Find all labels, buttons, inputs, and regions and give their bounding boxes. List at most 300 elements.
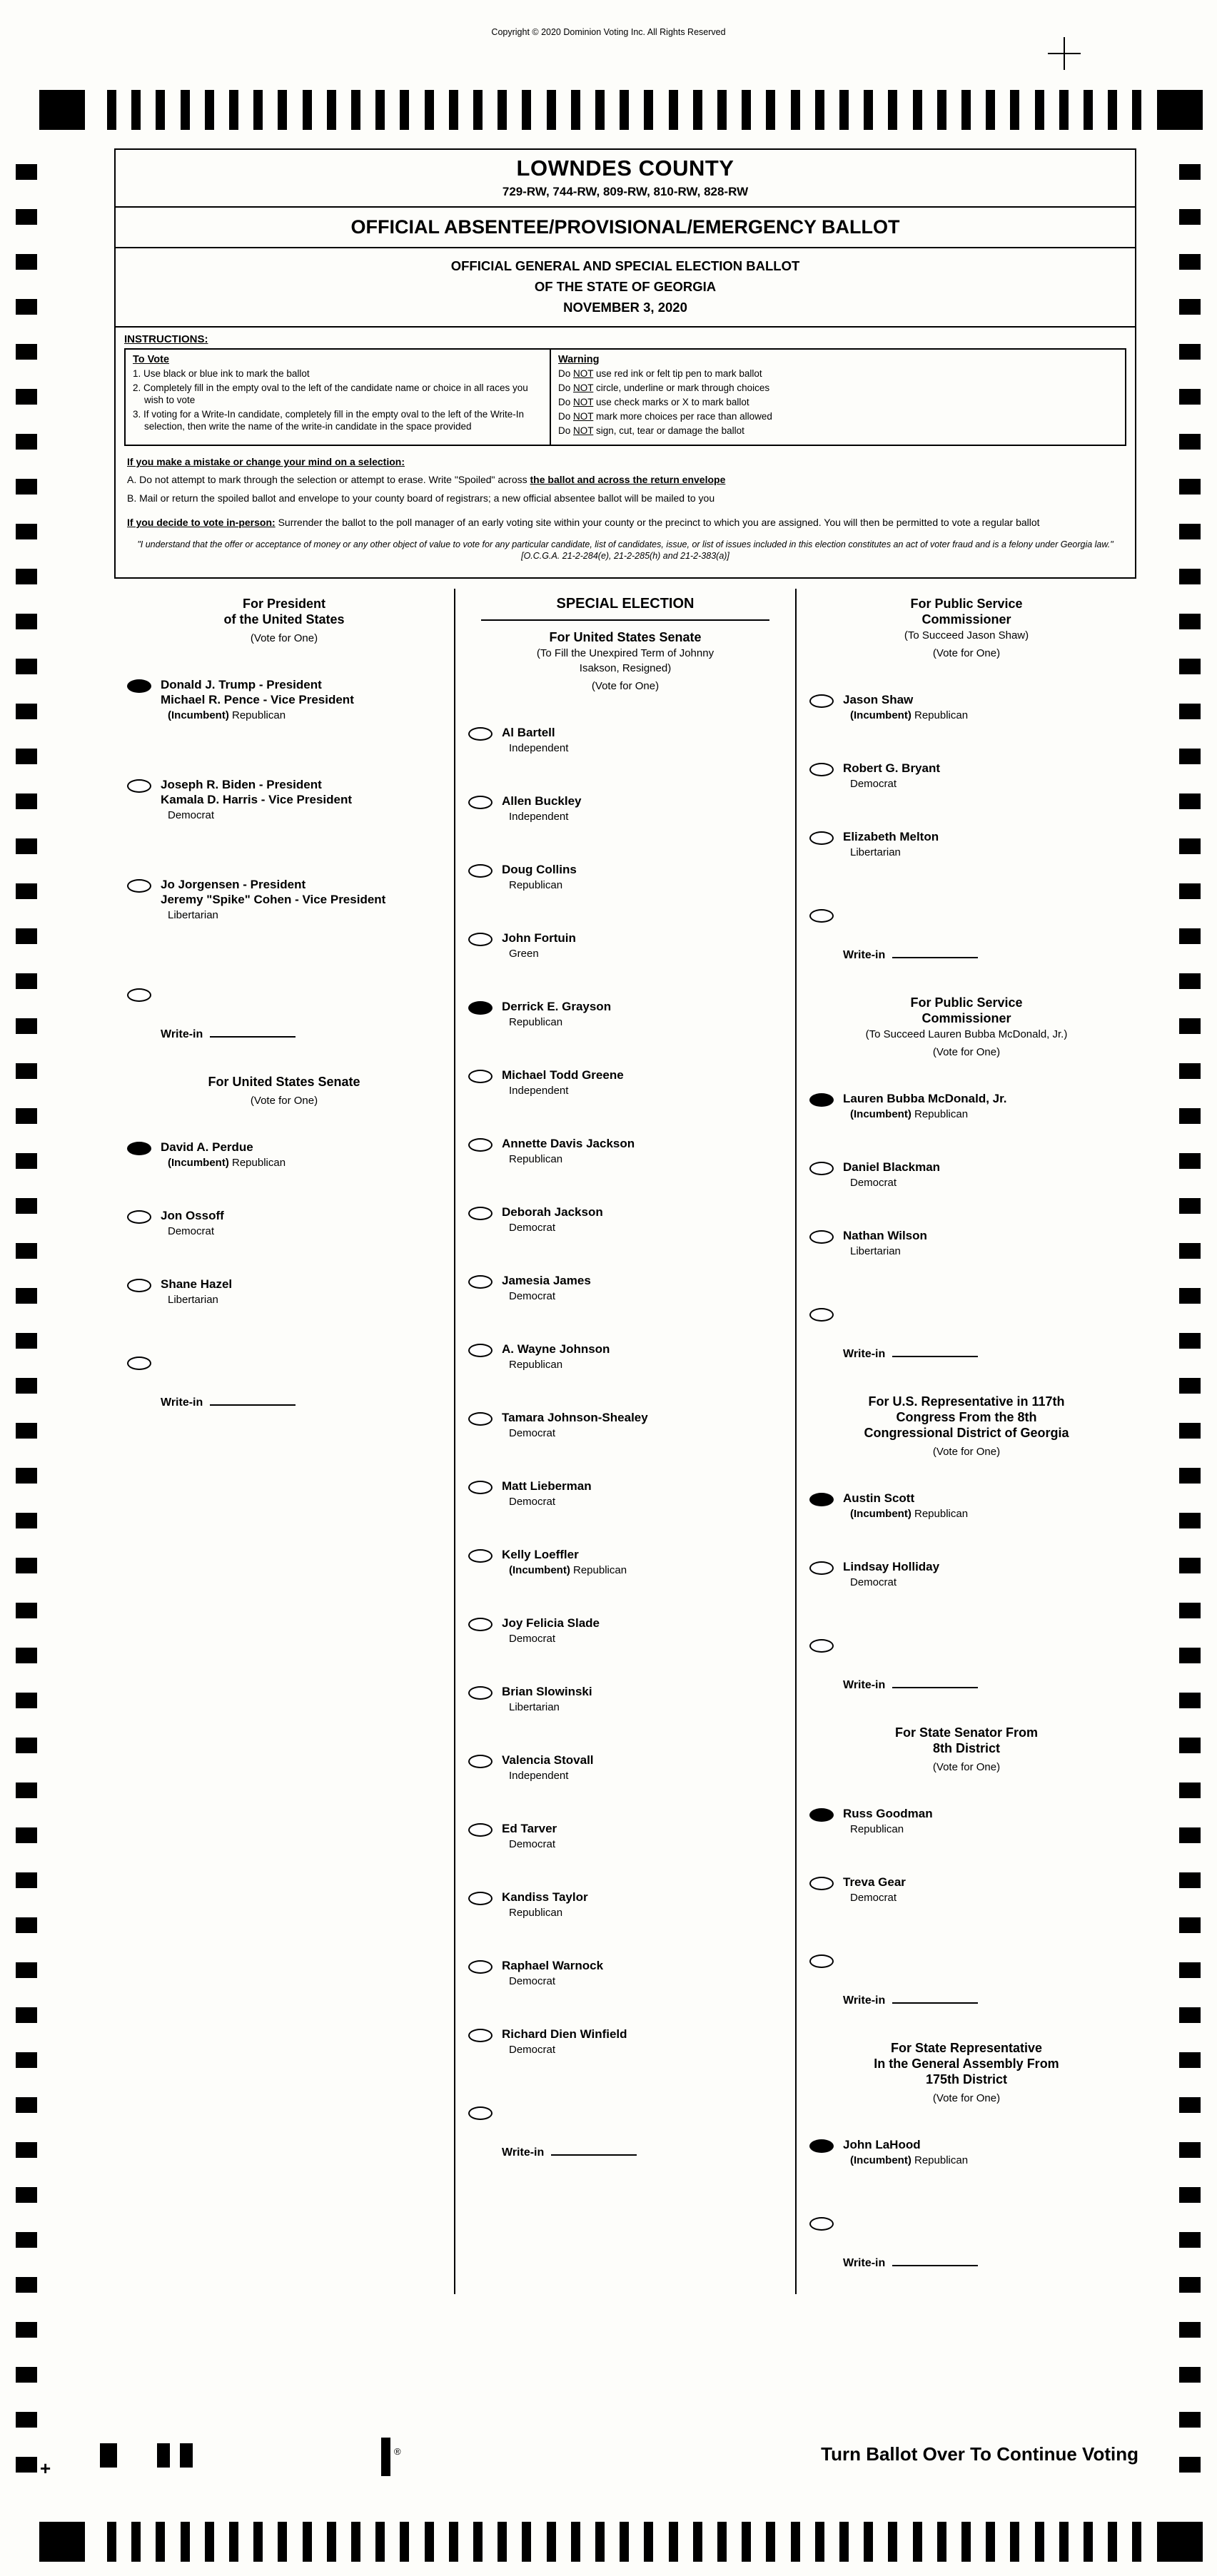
candidate-party: Democrat (850, 1892, 897, 1904)
candidate-text (161, 877, 385, 922)
candidate-oval[interactable] (468, 1344, 493, 1357)
race (120, 1074, 448, 1409)
candidate-name: Daniel Blackman (843, 1160, 941, 1174)
write-in-line[interactable] (892, 2255, 978, 2266)
candidate-row (461, 1205, 789, 1273)
timing-mark (100, 2443, 117, 2468)
candidate-row (461, 2027, 789, 2095)
timing-mark (742, 90, 751, 130)
timing-mark (16, 1468, 37, 1484)
candidate-oval[interactable] (127, 1279, 151, 1292)
timing-mark (1179, 614, 1201, 629)
timing-mark (1108, 90, 1117, 130)
timing-mark (375, 90, 385, 130)
candidate-name: Robert G. Bryant (843, 761, 941, 775)
timing-mark (1179, 1917, 1201, 1933)
timing-mark (16, 254, 37, 270)
timing-mark (1179, 2412, 1201, 2428)
candidate-party: Libertarian (168, 909, 218, 921)
write-in-oval-row (127, 988, 448, 1002)
write-in-line[interactable] (551, 2144, 637, 2156)
plus-print-mark: + (40, 2458, 51, 2479)
timing-mark (16, 1693, 37, 1708)
timing-mark (669, 2522, 678, 2562)
timing-mark (595, 2522, 605, 2562)
to-vote-item: 2. Completely fill in the empty oval to the left of the candidate name or choice in all races you wish to vote (133, 382, 528, 405)
write-in-line[interactable] (892, 947, 978, 958)
race-title: For United States Senate (549, 630, 702, 644)
timing-mark (327, 2522, 336, 2562)
candidate-oval[interactable] (468, 1549, 493, 1563)
candidate-oval[interactable] (127, 1210, 151, 1224)
candidate-row (461, 1273, 789, 1342)
timing-mark (1179, 524, 1201, 539)
timing-mark (1179, 1513, 1201, 1528)
write-in-oval[interactable] (809, 2217, 834, 2231)
timing-mark (815, 90, 824, 130)
race-subtitle: (To Succeed Jason Shaw) (904, 629, 1029, 642)
candidate-name: Treva Gear (843, 1875, 906, 1889)
candidate-text (843, 692, 968, 722)
candidate-text (502, 1616, 600, 1646)
candidate-oval[interactable] (468, 1686, 493, 1700)
candidate-oval[interactable] (468, 864, 493, 878)
timing-mark (1179, 1648, 1201, 1663)
candidate-oval[interactable] (809, 1561, 834, 1575)
race-title: For President (242, 597, 326, 611)
timing-mark (16, 1917, 37, 1933)
race-title: For Public Service (910, 995, 1023, 1010)
candidate-oval[interactable] (468, 2029, 493, 2042)
candidate-row (461, 1684, 789, 1753)
candidate-text (843, 1559, 939, 1589)
candidate-name: Kandiss Taylor (502, 1890, 588, 1904)
candidate-name: Tamara Johnson-Shealey (502, 1411, 648, 1424)
timing-mark (888, 90, 897, 130)
race-title: For State Senator From (894, 1725, 1039, 1740)
timing-mark (375, 2522, 385, 2562)
write-in-line[interactable] (892, 1346, 978, 1357)
ballot-column (795, 589, 1136, 2294)
candidate-oval[interactable] (468, 1755, 493, 1768)
timing-mark (327, 90, 336, 130)
candidate-oval[interactable] (127, 779, 151, 793)
ballot-header-box (114, 148, 1136, 579)
candidate-party: Libertarian (850, 1245, 901, 1257)
timing-mark (16, 209, 37, 225)
candidate-name: Austin Scott (843, 1491, 915, 1505)
timing-mark (16, 1288, 37, 1304)
write-in-label-row (809, 2255, 1131, 2270)
timing-mark (16, 614, 37, 629)
timing-mark (1179, 1693, 1201, 1708)
candidate-name: Donald J. Trump - President (161, 678, 322, 691)
mistake-list (127, 473, 1123, 504)
candidate-name: John Fortuin (502, 931, 576, 945)
candidate-oval-filled[interactable] (809, 1808, 834, 1822)
candidate-text (502, 1342, 610, 1371)
timing-mark (16, 2277, 37, 2293)
candidate-text (502, 862, 577, 892)
timing-mark (425, 90, 434, 130)
candidate-name: Annette Davis Jackson (502, 1137, 635, 1150)
candidate-name: Jason Shaw (843, 693, 914, 706)
timing-mark (1179, 209, 1201, 225)
election-line-1: OFFICIAL GENERAL AND SPECIAL ELECTION BALLOT (450, 258, 800, 273)
candidate-party: Democrat (509, 1975, 556, 1987)
write-in-oval-row (809, 1639, 1131, 1653)
race (802, 995, 1131, 1361)
candidate-text (502, 793, 582, 823)
candidate-name: Raphael Warnock (502, 1959, 604, 1972)
timing-mark (1179, 1558, 1201, 1573)
candidate-oval[interactable] (127, 879, 151, 893)
race-subtitle: (To Succeed Lauren Bubba McDonald, Jr.) (865, 1028, 1068, 1040)
timing-mark (107, 90, 116, 130)
ballot-column (454, 589, 795, 2294)
timing-mark (16, 1872, 37, 1888)
candidate-party: Independent (509, 811, 569, 823)
timing-mark (1179, 1962, 1201, 1978)
timing-mark (1059, 90, 1069, 130)
timing-mark (717, 2522, 727, 2562)
candidate-row (802, 1875, 1131, 1943)
candidate-party: Democrat (168, 1225, 215, 1237)
candidate-oval[interactable] (468, 1481, 493, 1494)
timing-mark (229, 90, 238, 130)
write-in-line[interactable] (210, 1026, 296, 1038)
candidate-name: Brian Slowinski (502, 1685, 592, 1698)
write-in-oval[interactable] (809, 1308, 834, 1322)
timing-mark (157, 2443, 170, 2468)
timing-mark (1179, 1018, 1201, 1034)
candidate-oval[interactable] (809, 1230, 834, 1244)
candidate-text (843, 1091, 1007, 1121)
election-line-2: OF THE STATE OF GEORGIA (534, 279, 717, 294)
registered-trademark-symbol: ® (394, 2446, 401, 2457)
timing-mark (16, 1018, 37, 1034)
write-in-label-row (127, 1026, 448, 1041)
write-in-option (802, 909, 1131, 962)
warning-cell (551, 350, 1125, 445)
write-in-label-row (809, 1346, 1131, 1361)
candidate-text (502, 1684, 592, 1714)
timing-mark (864, 90, 873, 130)
timing-mark (1179, 928, 1201, 944)
candidate-party: Libertarian (850, 846, 901, 858)
candidate-name: Matt Lieberman (502, 1479, 592, 1493)
to-vote-cell (126, 350, 551, 445)
timing-mark (644, 90, 653, 130)
timing-mark (1179, 434, 1201, 450)
write-in-label-row (809, 947, 1131, 962)
timing-mark (1179, 1198, 1201, 1214)
candidate-party: Democrat (509, 2044, 556, 2056)
candidate-text (161, 1140, 286, 1170)
mistake-title: If you make a mistake or change your mind on a selection: (127, 456, 405, 467)
timing-mark (1179, 1603, 1201, 1618)
candidate-oval[interactable] (809, 763, 834, 776)
candidate-oval[interactable] (468, 1207, 493, 1220)
candidate-text (502, 1890, 588, 1920)
timing-mark (766, 90, 775, 130)
candidate-oval-filled[interactable] (809, 1493, 834, 1506)
race-title: Congressional District of Georgia (864, 1426, 1069, 1440)
timing-mark (473, 2522, 483, 2562)
timing-mark (205, 2522, 214, 2562)
candidate-name: Michael R. Pence - Vice President (161, 693, 354, 706)
candidate-oval[interactable] (809, 694, 834, 708)
candidate-name: Kelly Loeffler (502, 1548, 579, 1561)
write-in-oval[interactable] (127, 1357, 151, 1370)
timing-mark (1035, 90, 1044, 130)
warning-title: Warning (558, 354, 600, 365)
race-header (802, 1394, 1131, 1458)
candidate-oval-filled[interactable] (809, 2139, 834, 2153)
candidate-oval[interactable] (809, 1877, 834, 1890)
vote-for-label: (Vote for One) (932, 1046, 1001, 1058)
to-vote-item: 3. If voting for a Write-In candidate, completely fill in the empty oval to the left of the Write-In selection, then write the name of the write-in candidate in the space provided (133, 408, 525, 432)
candidate-party: Libertarian (509, 1701, 560, 1713)
candidate-oval[interactable] (809, 831, 834, 845)
vote-for-label: (Vote for One) (932, 1446, 1001, 1458)
candidate-text (502, 1821, 557, 1851)
timing-mark (181, 2522, 190, 2562)
timing-mark (16, 2322, 37, 2338)
candidate-party: Democrat (509, 1427, 556, 1439)
race-header (802, 1725, 1131, 1773)
candidate-oval[interactable] (468, 1070, 493, 1083)
candidate-name: Kamala D. Harris - Vice President (161, 793, 353, 806)
candidate-party: Democrat (850, 778, 897, 790)
candidate-party: (Incumbent) Republican (168, 709, 286, 721)
election-date: NOVEMBER 3, 2020 (563, 300, 687, 315)
write-in-label-row (468, 2144, 789, 2159)
candidate-oval-filled[interactable] (809, 1093, 834, 1107)
turn-over-note: Turn Ballot Over To Continue Voting (821, 2443, 1138, 2465)
candidate-oval[interactable] (468, 1138, 493, 1152)
candidate-oval[interactable] (468, 796, 493, 809)
timing-mark (16, 973, 37, 989)
timing-mark (498, 90, 507, 130)
timing-mark (522, 2522, 531, 2562)
timing-mark (16, 883, 37, 899)
candidate-oval[interactable] (468, 933, 493, 946)
timing-mark (1179, 1738, 1201, 1753)
race-title: Congress From the 8th (896, 1410, 1037, 1424)
candidate-party: (Incumbent) Republican (850, 1508, 969, 1520)
candidate-oval[interactable] (468, 1960, 493, 1974)
write-in-label: Write-in (843, 1679, 886, 1691)
timing-mark (156, 2522, 165, 2562)
candidate-row (461, 1890, 789, 1958)
warning-item: Do NOT sign, cut, tear or damage the ballot (558, 425, 744, 436)
vote-for-label: (Vote for One) (932, 647, 1001, 659)
write-in-label-row (809, 1992, 1131, 2007)
write-in-oval[interactable] (809, 1954, 834, 1968)
write-in-option (802, 1639, 1131, 1692)
candidate-name: Jeremy "Spike" Cohen - Vice President (161, 893, 386, 906)
to-vote-warning-box (124, 348, 1126, 446)
timing-mark (913, 2522, 922, 2562)
candidate-row (802, 1160, 1131, 1228)
special-election-banner: SPECIAL ELECTION (556, 596, 695, 612)
banner-rule (481, 619, 770, 621)
candidate-party: Democrat (850, 1576, 897, 1588)
write-in-option (120, 1357, 448, 1409)
timing-mark (986, 90, 995, 130)
race (461, 596, 789, 2159)
in-person-paragraph (127, 516, 1123, 529)
write-in-oval-row (809, 909, 1131, 923)
timing-mark (400, 2522, 409, 2562)
candidate-text (502, 1410, 648, 1440)
instructions-section (116, 328, 1135, 577)
ballot-columns (114, 589, 1136, 2294)
timing-mark (16, 1513, 37, 1528)
candidate-row (461, 1342, 789, 1410)
timing-mark (839, 90, 849, 130)
candidate-party: (Incumbent) Republican (850, 1108, 969, 1120)
instructions-label: INSTRUCTIONS: (124, 333, 208, 345)
timing-mark (1035, 2522, 1044, 2562)
race-title: For State Representative (890, 2041, 1043, 2055)
candidate-row (120, 1208, 448, 1277)
candidate-text (843, 1228, 927, 1258)
candidate-text (843, 761, 940, 791)
write-in-label: Write-in (843, 949, 886, 961)
timing-mark (16, 1198, 37, 1214)
write-in-label: Write-in (843, 1348, 886, 1360)
timing-mark (16, 1063, 37, 1079)
candidate-oval[interactable] (468, 1892, 493, 1905)
timing-mark (16, 749, 37, 764)
timing-mark (644, 2522, 653, 2562)
write-in-oval[interactable] (809, 909, 834, 923)
write-in-oval-row (809, 1954, 1131, 1968)
timing-mark (16, 344, 37, 360)
race-title: For United States Senate (208, 1075, 360, 1089)
ballot-column (114, 589, 454, 2294)
timing-mark (16, 479, 37, 495)
candidate-name: Deborah Jackson (502, 1205, 603, 1219)
timing-mark (937, 90, 946, 130)
candidate-row (802, 1091, 1131, 1160)
timing-mark (449, 90, 458, 130)
race-subtitle: (To Fill the Unexpired Term of Johnny (536, 647, 714, 659)
candidate-oval-filled[interactable] (127, 1142, 151, 1155)
copyright-line: Copyright © 2020 Dominion Voting Inc. All Rights Reserved (491, 27, 726, 37)
timing-mark (16, 2007, 37, 2023)
write-in-oval[interactable] (468, 2106, 493, 2120)
write-in-line[interactable] (892, 1992, 978, 2004)
timing-mark (1179, 704, 1201, 719)
to-vote-item: 1. Use black or blue ink to mark the ballot (133, 368, 310, 379)
candidate-name: Richard Dien Winfield (502, 2027, 627, 2041)
write-in-oval[interactable] (127, 988, 151, 1002)
timing-mark (16, 1333, 37, 1349)
candidate-party: Democrat (509, 1838, 556, 1850)
candidate-oval[interactable] (468, 727, 493, 741)
timing-mark (449, 2522, 458, 2562)
timing-mark (1179, 1063, 1201, 1079)
write-in-label-row (127, 1394, 448, 1409)
candidate-name: Joseph R. Biden - President (161, 778, 322, 791)
race-title: Commissioner (921, 1011, 1011, 1025)
candidate-party: Libertarian (168, 1294, 218, 1306)
candidate-oval-filled[interactable] (127, 679, 151, 693)
timing-mark (253, 90, 263, 130)
candidate-oval[interactable] (468, 1618, 493, 1631)
timing-mark (381, 2438, 390, 2476)
timing-mark (16, 2187, 37, 2203)
timing-mark (16, 928, 37, 944)
candidate-text (502, 1479, 592, 1508)
write-in-oval-row (127, 1357, 448, 1370)
timing-mark (16, 1243, 37, 1259)
timing-mark (39, 90, 85, 130)
timing-mark (1179, 2277, 1201, 2293)
candidate-row (461, 1821, 789, 1890)
write-in-oval-row (468, 2106, 789, 2120)
timing-mark (1084, 2522, 1093, 2562)
timing-mark (16, 659, 37, 674)
candidate-oval[interactable] (468, 1412, 493, 1426)
candidate-text (502, 1205, 603, 1234)
write-in-label-row (809, 1677, 1131, 1692)
candidate-text (843, 1875, 906, 1905)
race-title: For Public Service (910, 597, 1023, 611)
candidate-oval[interactable] (809, 1162, 834, 1175)
timing-mark (961, 90, 971, 130)
race-subtitle: Isakson, Resigned) (579, 662, 672, 674)
timing-mark (1179, 344, 1201, 360)
timing-mark (156, 90, 165, 130)
candidate-oval-filled[interactable] (468, 1001, 493, 1015)
candidate-party: Democrat (509, 1222, 556, 1234)
candidate-name: Lauren Bubba McDonald, Jr. (843, 1092, 1007, 1105)
timing-mark (1179, 1108, 1201, 1124)
timing-marks-left (16, 164, 37, 2483)
write-in-line[interactable] (210, 1394, 296, 1406)
candidate-oval[interactable] (468, 1823, 493, 1837)
timing-mark (1179, 2187, 1201, 2203)
timing-mark (1179, 1288, 1201, 1304)
candidate-text (502, 1753, 594, 1783)
candidate-row (802, 692, 1131, 761)
timing-mark (571, 2522, 580, 2562)
race-header (120, 1074, 448, 1107)
candidate-oval[interactable] (468, 1275, 493, 1289)
candidate-row (802, 1559, 1131, 1628)
write-in-oval[interactable] (809, 1639, 834, 1653)
timing-mark (131, 2522, 141, 2562)
ballot-content (114, 148, 1136, 2294)
candidate-party: (Incumbent) Republican (850, 2154, 969, 2166)
candidate-text (502, 1547, 627, 1577)
timing-mark (16, 434, 37, 450)
candidate-party: Republican (509, 1359, 563, 1371)
timing-mark (39, 2522, 85, 2562)
vote-for-label: (Vote for One) (932, 2092, 1001, 2104)
timing-mark (205, 90, 214, 130)
write-in-line[interactable] (892, 1677, 978, 1688)
candidate-party: Republican (509, 1153, 563, 1165)
registration-cross-icon (1048, 37, 1081, 70)
timing-mark (693, 90, 702, 130)
timing-mark (253, 2522, 263, 2562)
vote-for-label: (Vote for One) (932, 1761, 1001, 1773)
